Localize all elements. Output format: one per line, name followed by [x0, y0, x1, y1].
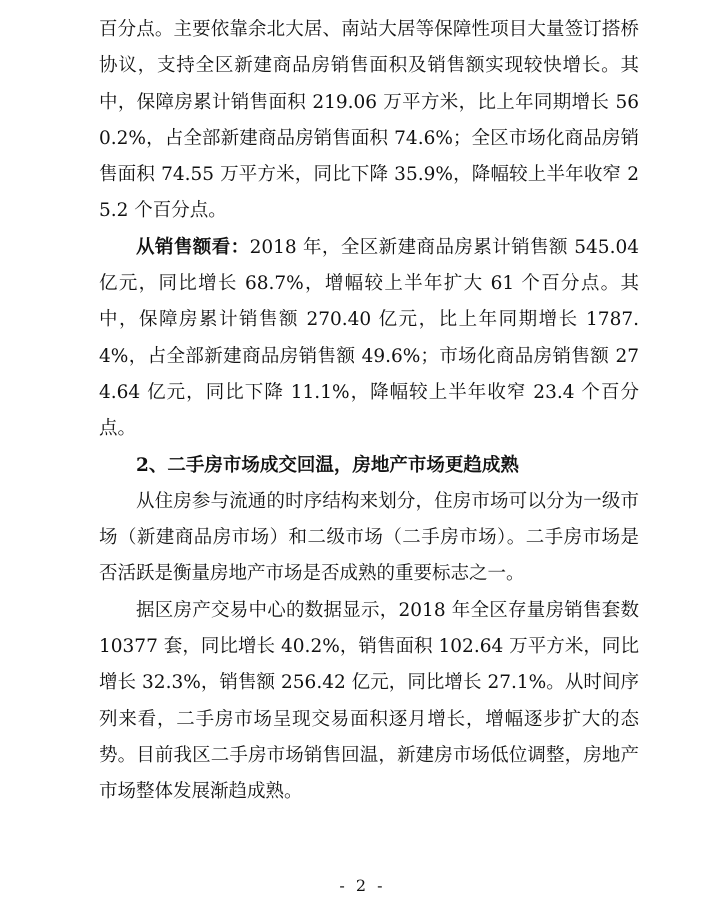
document-page — [99, 12, 639, 811]
paragraph-secondhand-data: 据区房产交易中心的数据显示，2018 年全区存量房销售套数 10377 套，同比增长 40.2%，销售面积 102.64 万平方米，同比增长 32.3%，销售额 256.42 亿元，同比增长 27.1%。从时间序列来看，二手房市场呈现交易面积逐月增长，增幅逐步扩大的态势。目前我区二手房市场销售回温，新建房市场低位调整，房地产市场整体发展渐趋成熟。 — [99, 599, 639, 803]
paragraph-lead: 从销售额看： — [136, 236, 250, 258]
paragraph-text: 百分点。主要依靠余北大居、南站大居等保障性项目大量签订搭桥协议，支持全区新建商品房销售面积及销售额实现较快增长。其中，保障房累计销售面积 219.06 万平方米，比上年同期增长 560.2%，占全部新建商品房销售面积 74.6%；全区市场化商品房销售面积 74.55 万平方米，同比下降 35.9%，降幅较上半年收窄 25.2 个百分点。 — [99, 19, 639, 222]
paragraph-market-structure: 从住房参与流通的时序结构来划分，住房市场可以分为一级市场（新建商品房市场）和二级市场（二手房市场）。二手房市场是否活跃是衡量房地产市场是否成熟的重要标志之一。 — [99, 490, 639, 585]
section-heading: 2、二手房市场成交回温，房地产市场更趋成熟 — [136, 454, 519, 476]
page-number: - 2 - — [339, 876, 386, 895]
paragraph-text: 2018 年，全区新建商品房累计销售额 545.04 亿元，同比增长 68.7%，增幅较上半年扩大 61 个百分点。其中，保障房累计销售额 270.40 亿元，比上年同期增长 1787.4%，占全部新建商品房销售额 49.6%；市场化商品房销售额 274.64 亿元，同比下降 11.1%，降幅较上半年收窄 23.4 个百分点。 — [99, 236, 639, 440]
paragraph-sales-amount — [99, 230, 639, 448]
paragraph-continued — [99, 12, 639, 230]
